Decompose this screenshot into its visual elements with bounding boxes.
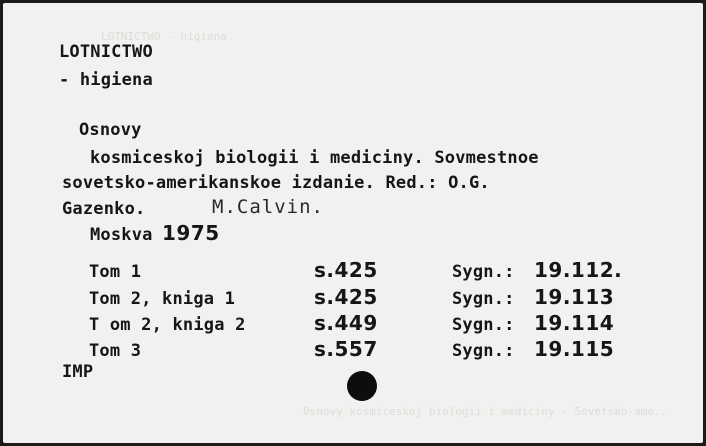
title-word: Osnovy [79, 120, 142, 140]
volume-pages: s.425 [314, 258, 378, 282]
imprint-city: Moskva [90, 225, 153, 245]
editor-name-typed: M.Calvin. [212, 196, 324, 218]
volume-pages: s.425 [314, 285, 378, 309]
title-line: sovetsko-amerikanskoe izdanie. Red.: O.G. [62, 173, 490, 193]
imprint-year: 1975 [162, 221, 220, 245]
signature-number: 19.115 [534, 337, 615, 361]
signature-number: 19.112. [534, 258, 623, 282]
volume-pages: s.449 [314, 311, 378, 335]
volume-label: T om 2, kniga 2 [89, 315, 246, 335]
editor-name: Gazenko. [62, 199, 146, 219]
signature-number: 19.113 [534, 285, 615, 309]
subject-heading: LOTNICTWO [59, 42, 153, 62]
signature-label: Sygn.: [452, 289, 515, 309]
volume-pages: s.557 [314, 337, 378, 361]
subject-subheading: - higiena [59, 70, 153, 90]
volume-label: Tom 1 [89, 262, 142, 282]
punch-hole [347, 371, 377, 401]
catalog-card [3, 3, 703, 443]
title-line: kosmiceskoj biologii i mediciny. Sovmestnoe [90, 148, 539, 168]
volume-label: Tom 2, kniga 1 [89, 289, 236, 309]
volume-label: Tom 3 [89, 341, 142, 361]
catalog-code: IMP [62, 362, 94, 382]
signature-label: Sygn.: [452, 315, 515, 335]
signature-number: 19.114 [534, 311, 615, 335]
bleed-through-text: Osnovy kosmiceskoj biologii i mediciny - Sovetsko-ame.. [303, 405, 668, 418]
signature-label: Sygn.: [452, 341, 515, 361]
bleed-through-text: LOTNICTWO - higiena [101, 30, 227, 43]
signature-label: Sygn.: [452, 262, 515, 282]
